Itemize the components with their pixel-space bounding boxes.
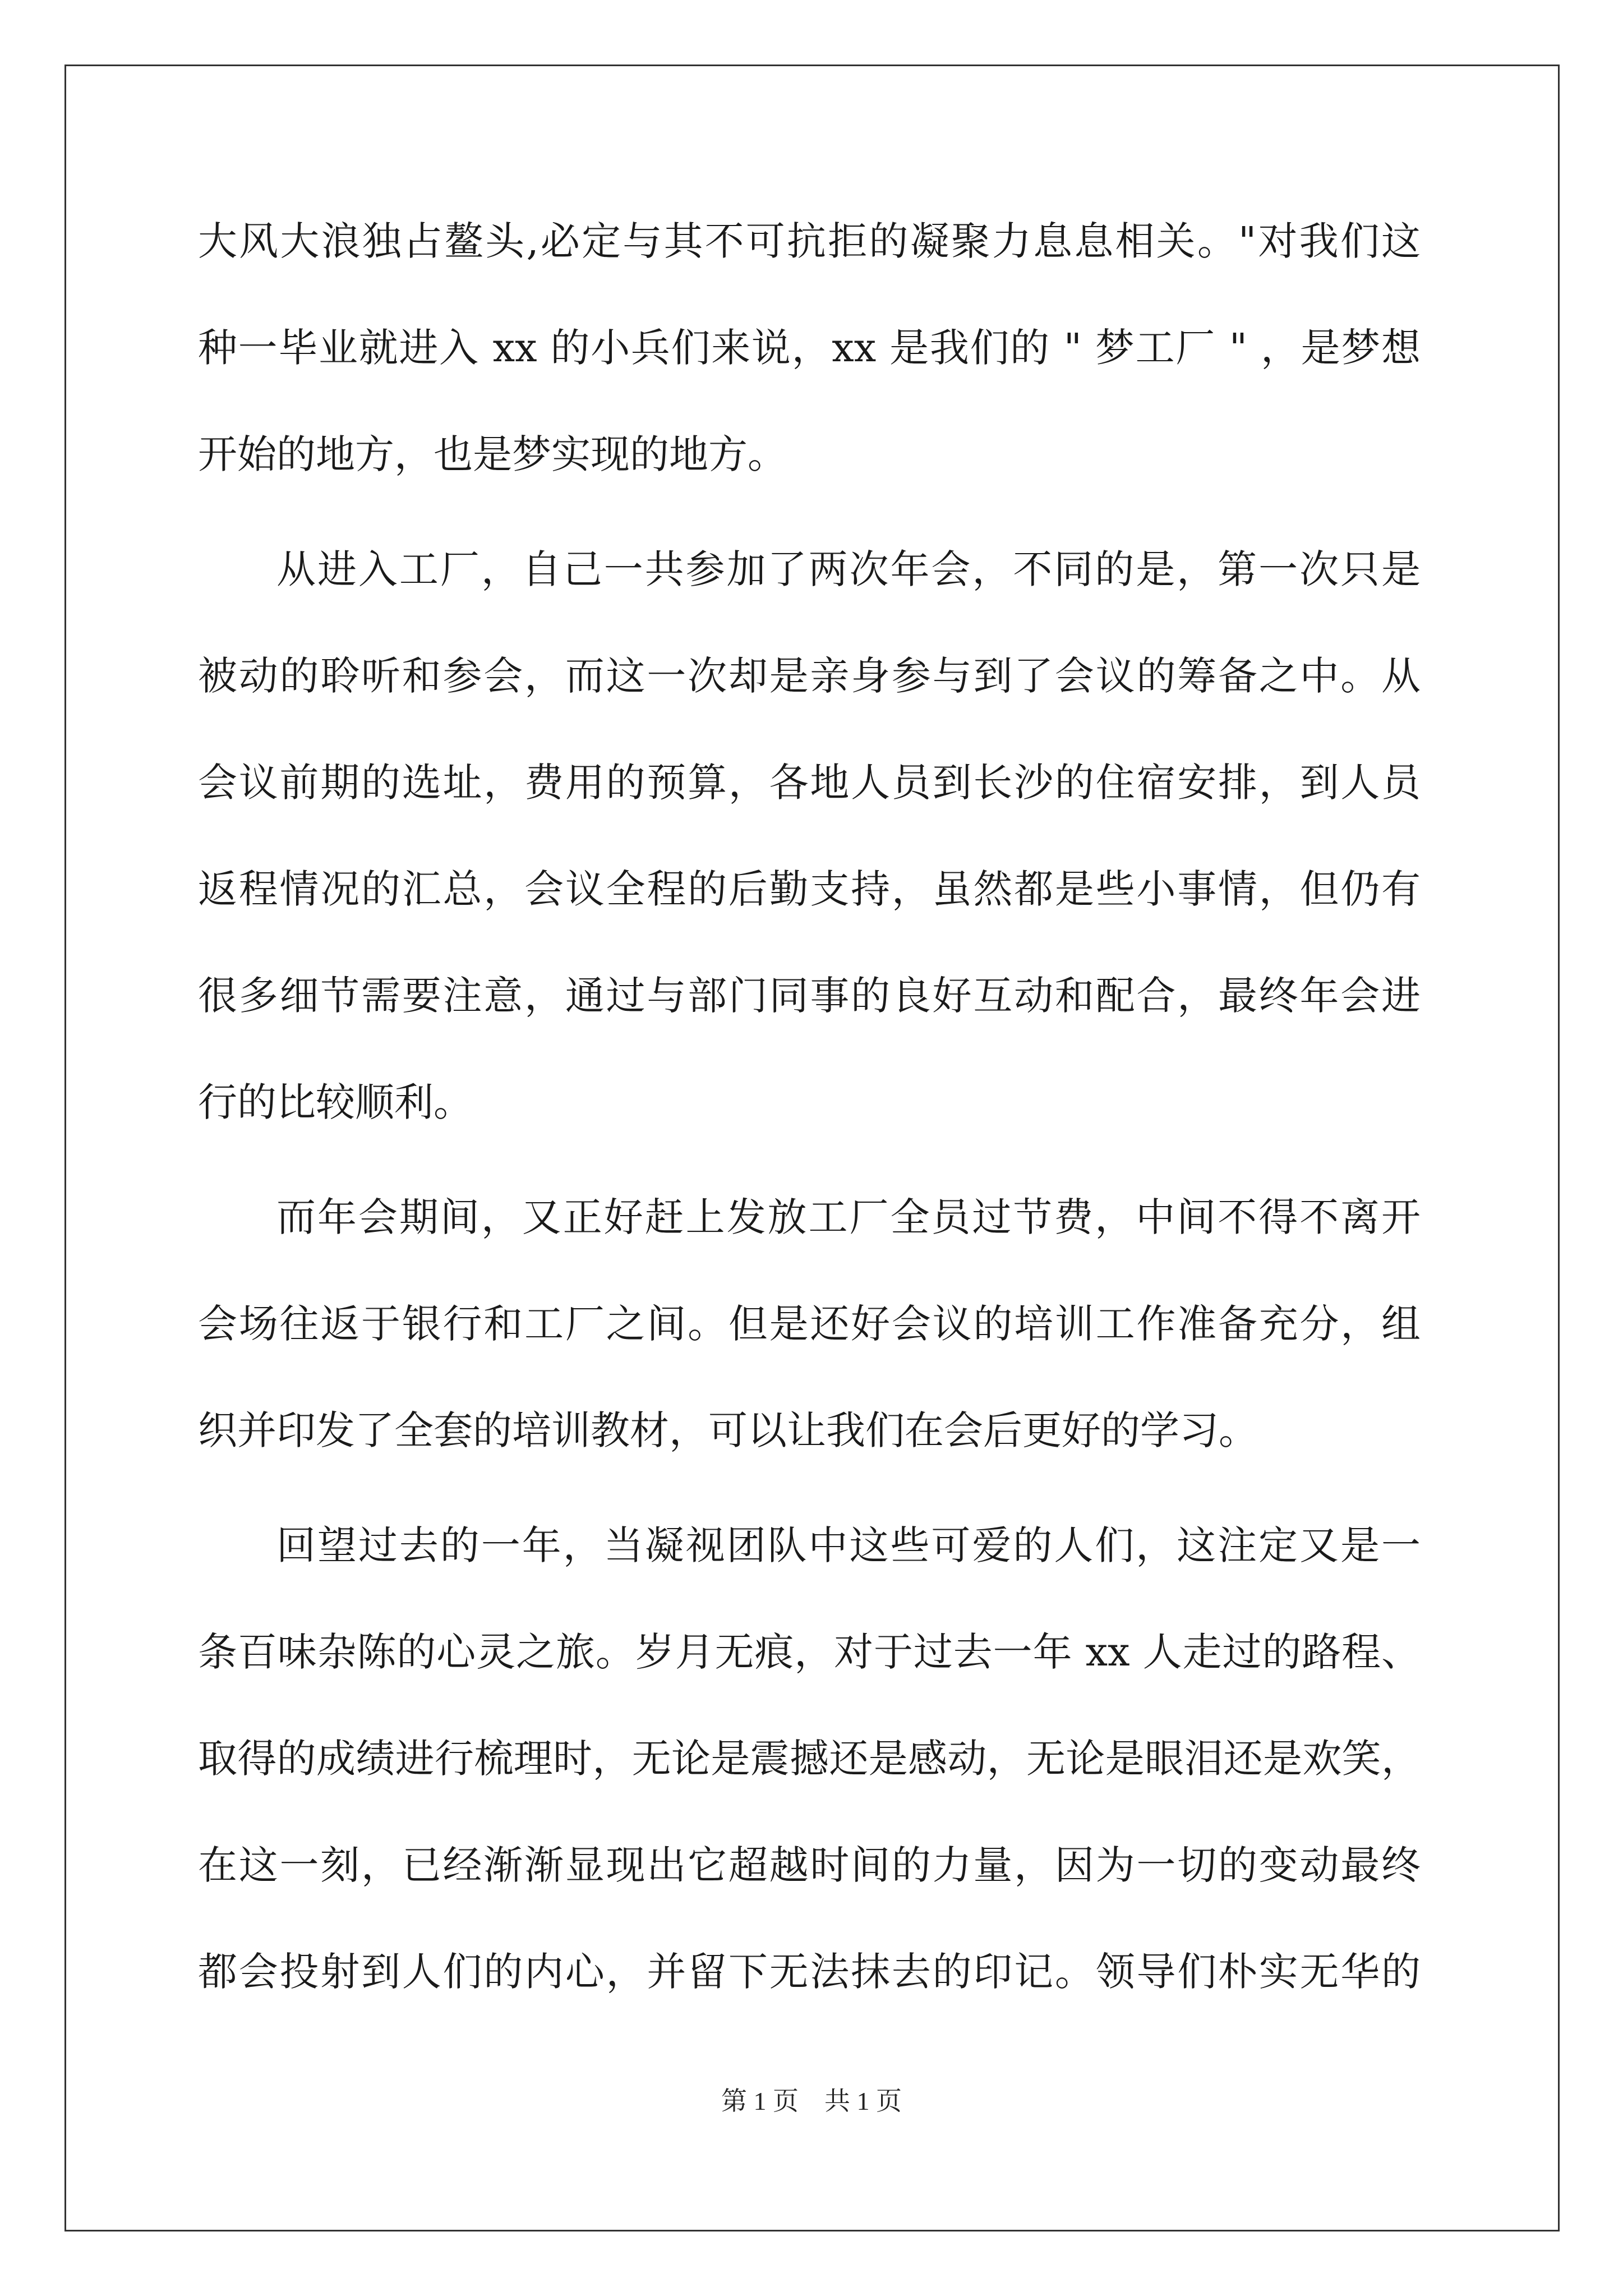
text-line: 会议前期的选址，费用的预算，各地人员到长沙的住宿安排，到人员 <box>198 760 1421 806</box>
text-line: 织并印发了全套的培训教材，可以让我们在会后更好的学习。 <box>198 1407 1258 1453</box>
text-line: 会场往返于银行和工厂之间。但是还好会议的培训工作准备充分，组 <box>198 1301 1421 1347</box>
page-number: 第 1 页 <box>721 2087 799 2115</box>
text-line: 行的比较顺利。 <box>198 1079 473 1125</box>
page-border <box>64 65 1560 2231</box>
text-line: 条百味杂陈的心灵之旅。岁月无痕，对于过去一年 xx 人走过的路程、 <box>198 1629 1421 1675</box>
text-line: 都会投射到人们的内心，并留下无法抹去的印记。领导们朴实无华的 <box>198 1949 1421 1995</box>
text-line: 种一毕业就进入 xx 的小兵们来说，xx 是我们的 " 梦工厂 " ，是梦想 <box>198 325 1421 371</box>
text-line: 很多细节需要注意，通过与部门同事的良好互动和配合，最终年会进 <box>198 973 1421 1019</box>
text-line: 从进入工厂，自己一共参加了两次年会，不同的是，第一次只是 <box>276 546 1421 592</box>
text-line: 开始的地方，也是梦实现的地方。 <box>198 431 787 477</box>
text-line: 而年会期间，又正好赶上发放工厂全员过节费，中间不得不离开 <box>276 1194 1421 1240</box>
text-line: 大风大浪独占鳌头,必定与其不可抗拒的凝聚力息息相关。"对我们这 <box>198 218 1421 264</box>
page-total: 共 1 页 <box>824 2087 902 2115</box>
text-line: 回望过去的一年，当凝视团队中这些可爱的人们，这注定又是一 <box>276 1522 1421 1568</box>
text-line: 被动的聆听和参会，而这一次却是亲身参与到了会议的筹备之中。从 <box>198 653 1421 699</box>
text-line: 取得的成绩进行梳理时，无论是震撼还是感动，无论是眼泪还是欢笑， <box>198 1736 1421 1782</box>
page-footer <box>0 2085 1623 2118</box>
text-line: 在这一刻，已经渐渐显现出它超越时间的力量，因为一切的变动最终 <box>198 1842 1421 1888</box>
text-line: 返程情况的汇总，会议全程的后勤支持，虽然都是些小事情，但仍有 <box>198 866 1421 912</box>
